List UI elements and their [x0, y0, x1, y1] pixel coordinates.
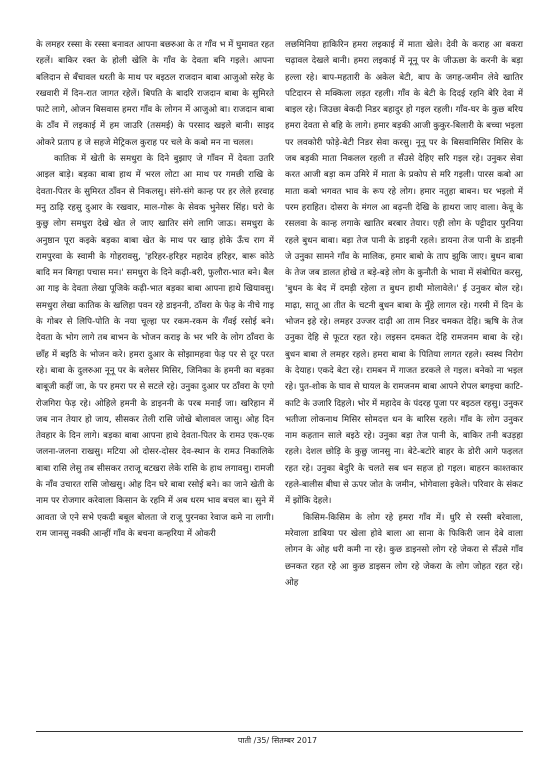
- left-column: [36, 37, 274, 542]
- left-paragraph-2: कातिक में खेती के समधुरा के दिने बुझाए जे गाँवन में देवता उतरि आइल बाड़े। बड़का बाबा हाथ में भरल लोटा आ माथ पर गमछी राखि के देवता-पितर के सुमिरत ठाँवन से निकलसु। संगे-संगे कान्ह पर हर लेले हरवाह मनु ठाढ़ि रहसु दुआर के रखवार, माल-गोरू के सेवक भुनेसर सिंह। घरो के कुछु लोग समधुरा देखे खेत ले जाए खातिर संगे लागि जाऊ। समधुरा के अनुष्ठान पूरा कइके बड़का बाबा खेत के माथ पर खाड़ होके ऊँच राग में रामपुरवा के स्वामी के गोहरावसु, 'हरिहर-हरिहर महादेव हरिहर, बारू कोठे बादि मन बिगहा पचास मन।' समधुरा के दिने कढ़ी-बरी, फुलौरा-भात बने। बैल आ गाइ के देवता लेखा पूजिके कढ़ी-भात बड़का बाबा आपना हाथे खियावसु। समधुरा लेखा कातिक के खलिहा पवन रहे डाइननी, ठाँवरा के फेड़ के नीचे गाइ के गोबर से लिपि-पोति के नया चूल्हा पर रकम-रकम के गँवई रसोई बने। देवता के भोग लागे तब बाभन के भोजन कराइ के भर भरि के लोग ठाँवरा के छाँह में बइठि के भोजन करे। हमरा दुआर के सोझामहवा फेड़ पर से दूर परत रहे। बाबा के दुलरुआ नूनू पर के बलेसर मिसिर, जिनिका के हमनी का बड़का बाबूजी कहीं जा, के पर हमरा पर से सटले रहे। उनुका दुआर पर ठाँवरा के एगो रोजगिरा फेड़ रहे। ओहिले हमनी के डाइननी के परब मनाईं जा। खरिहान में जब नान तेयार हो जाय, सीसकर तेली रासि जोखे बोलावल जासु। ओह दिन तेवहार के दिन लागे। बड़का बाबा आपना हाथे देवता-पितर के रामउ एक-एक जलना-जलना राखसु। मटिया ओ दोसर-दोसर देव-स्थान के रामउ निकालिके बाबा रासि लेसु तब सीसकर तराजू बटखरा लेके रासि के हाथ लगावसु। रामजी के नाँव उचारत रासि जोखसु। ओह दिन घरे बाबा रसोई बने। का जाने खेती के नाम पर रोजगार करेवाला किसान के रहनि में अब धरम भाव बचल बा। सुने में आवता जे एने सभे एकदी बबूल बोलता जे राजू पुरनका रेवाज कमे ना लागी। राम जानसु नक्की आन्हीं गाँव के बचना कन्हरिया में ओकरी: [36, 154, 275, 539]
- right-paragraph-1: लछमिनिया हाकिरिन हमरा लइकाई में माता खेले। देवी के कराह आ बकरा चढ़ावल देखले बानी। हमरा लइकाई में नूनू पर के जीऊछा के करनी के बड़ा हल्ला रहे। बाप-महतारी के अकेल बेटी, बाप के जगह-जमीन लेवे खातिर पटिदारन से मक्किला लड़त रहली। गाँव के बेटी के दिदई रहनि बेरि देवा में बाइल रहे। जिउछा बेकदी निडर बहादुर हो गइल रहली। गाँव-घर के कुछ बरिय हमरा देवता से बहि के लागे। हमार बड़की आजी कुकुर-बिलारी के बच्चा भइला पर लवकोरी फोड़े-बेटी निडर सेवा करसु। नूनू पर के बिसवामिसिर मिसिर के जब बड़की माता निकलल रहली त सँउसे देहिए सरि गइल रहे। उनुकर सेवा करत आजी बड़ा कम उमिरे में माता के प्रकोप से मरि गइली। पारस कबो आ माता कबो भगवत भाव के रूप रहे लोग। हमार नतुहा बाबन। घर भइलो में परम हराहित। दोसरा के मंगल आ बढ़न्ती देखि के हाथरा जाए वाला। केवू के रसलवा के कान्ह लगाके खातिर बरबार तेयार। एही लोग के पट्टीदार पुरनिया रहले बुधन बाबा। बड़ा तेज पानी के डाइनी रहले। डायना तेज पानी के डाइनी जे उनुका सामने गाँव के मालिक, हमार बाबो के ताप झुकि जाए। बुधन बाबा के तेज जब डालत होखे त बड़े-बड़े लोग के कुनौती के भावा में संबोधित करसु, 'बुधन के बेद में दमड़ी रहेला त बुधन हाथी मोलावेले।' ई उनुकर बोल रहे। माढ़ा, सातू आ तीत के चटनी बुधन बाबा के मुँहे लागल रहे। गरमी में दिन के भोजन इहे रहे। लमहर उज्जर दाढ़ी आ ताम निडर चमकत देहि। ऋषि के तेज उनुका देहि से फूटत रहत रहे। लइसन दमकत देहि रामजनम बाबा के रहे। बुधन बाबा ले लमहर रहले। हमरा बाबा के पितिया लागत रहले। स्वस्थ निरोग के देयाह। एकदे बेटा रहे। रामबन में गाजत डरकले ले गइल। बनेको ना भइल रहे। पुत-शोक के घाव से घायल के रामजनम बाबा आपने रोपल बगइचा काटि-काटि के उजारि दिहले। भोर में महादेव के पंदरह पूजा पर बइठल रहसु। उनुकर भतीजा लोकनाथ मिसिर सोमदत्त धन के बारिस रहले। गाँव के लोग उनुकर नाम कहतान साले बइठे रहे। उनुका बड़ा तेज पानी के, बाकिर तनी बउड़हा रहले। देशल छोड़ि के कुछु जानसु ना। बेटे-बटोरे बाहर के डोरी आगे फइलत रहत रहे। उनुका बेदुरि के चलते सब धन सहज हो गइल। बाहरन काश्तकार रहले-बालीस बीघा से ऊपर जोत के जमीन, भोगेवाला इकेले। परिवार के संकट में झोंकि देहले।: [285, 40, 523, 507]
- right-column: [285, 37, 523, 591]
- footer-rule: [36, 731, 523, 732]
- left-paragraph-1: के लमहर रस्सा के रस्सा बनावत आपना बछरुआ के त गाँव भ में घुमावत रहत रहलें। बाकिर रक्त के होली खेलि के गाँव के देवता बनि गइले। आपना बलिदान से बँचावल धरती के माथ पर बइठल राजदान बाबा आजुओ सरेह के रखवारी में दिन-रात जागत रहेलें। बिपति के बादरि राजदान बाबा के सुमिरते फाटे लागे, ओजन बिसवास हमरा गाँव के लोगन में आजुओ बा। राजदान बाबा के ठाँव में लइकाई में हम जाउरि (तसमई) के परसाद खइले बानी। साइद ओकरे प्रताप ह जे सहजे मेट्रिकल कुराह पर चले के कबो मन ना चलल।: [36, 40, 274, 148]
- page-footer: पाती /35/ सितम्बर 2017: [237, 736, 318, 745]
- right-paragraph-2: किसिम-किसिम के लोग रहे हमरा गाँव में। धुरि से रस्सी बरेवाला, मरेवाला डाबिया पर खेला होवे बाला आ साना के फिकिरी जान देबे वाला लोगन के ओह धरी कमी ना रहे। कुछ डाइनसो लोग रहे जेकरा से सँउसे गाँव छनकत रहत रहे आ कुछ डाइसन लोग रहे जेकरा के लोग जोहत रहत रहे। ओह: [285, 512, 523, 588]
